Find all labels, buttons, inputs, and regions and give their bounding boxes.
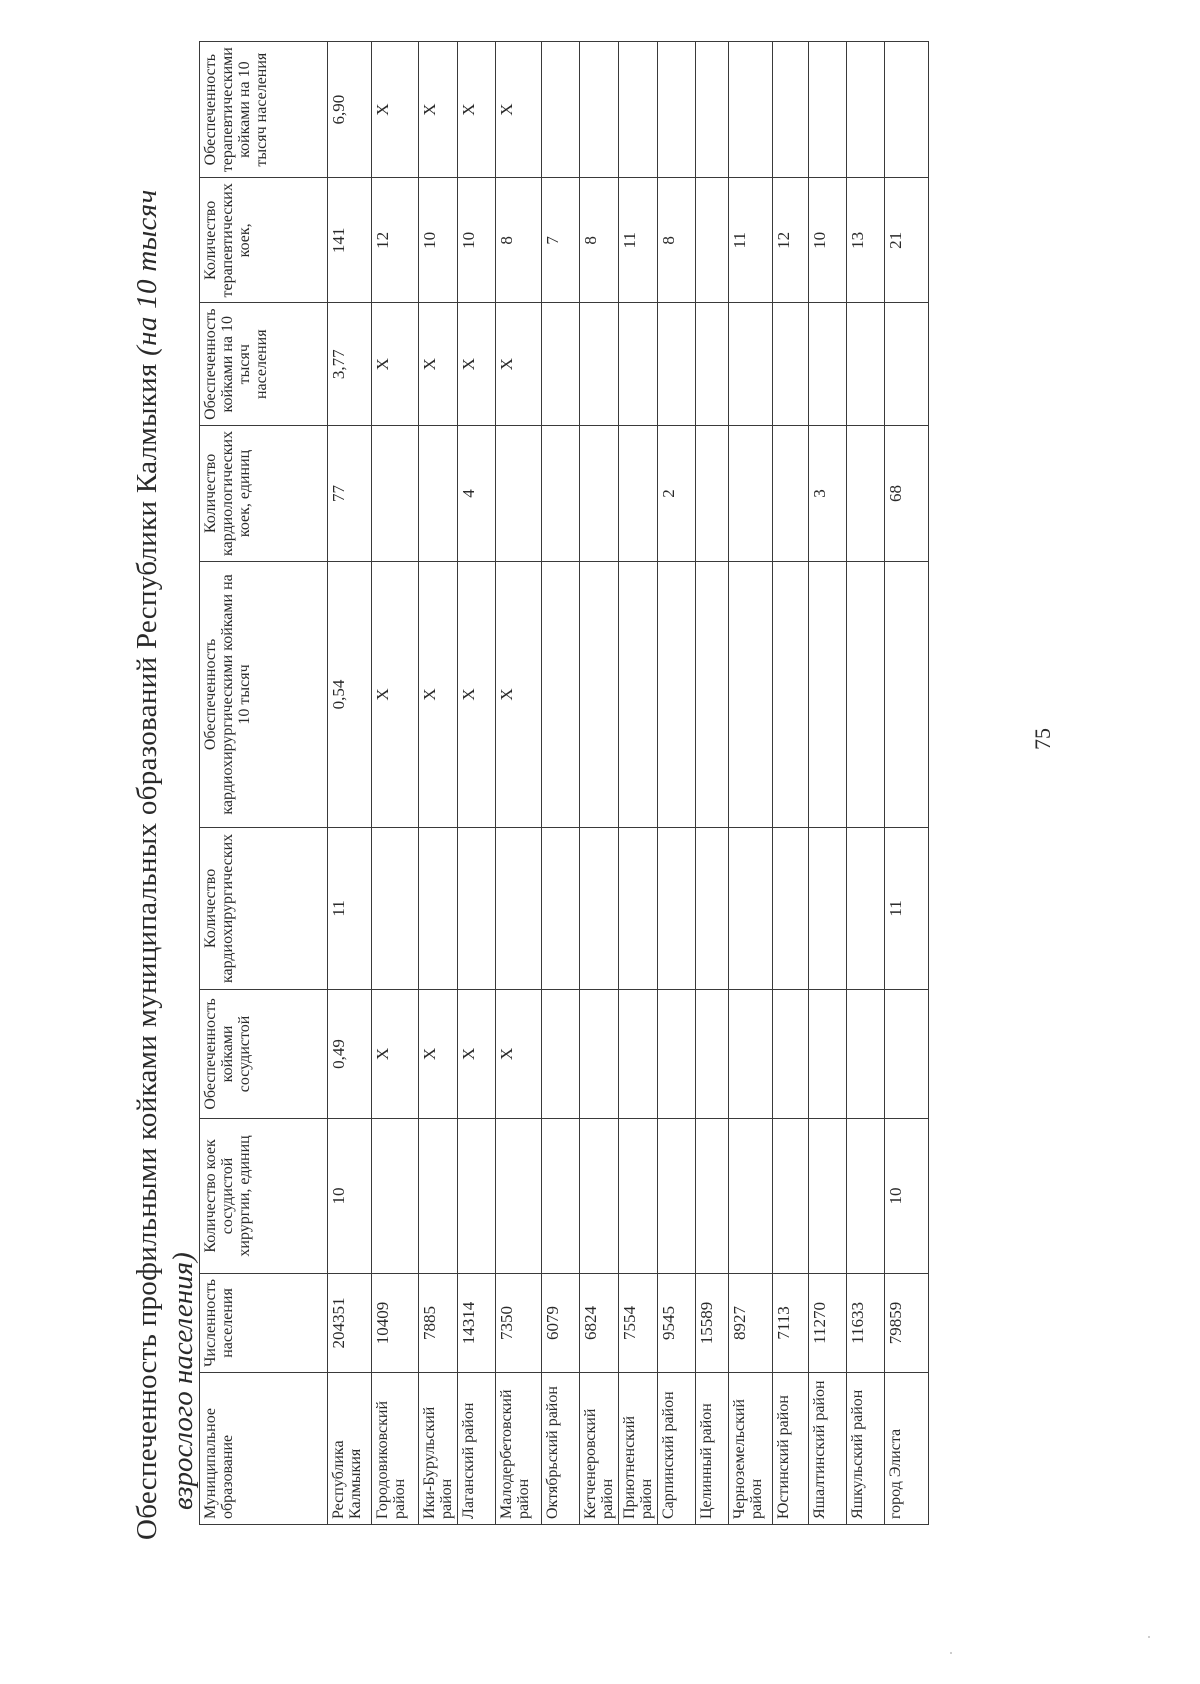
row-vascular-beds xyxy=(809,1118,847,1273)
row-vascular-rate: X xyxy=(372,989,419,1118)
title-main: Обеспеченность профильными койками муниципальных образований Республики Калмыкия xyxy=(131,363,163,1540)
row-therapy-rate: X xyxy=(372,42,419,178)
row-municipality: Городовиковский район xyxy=(372,1373,419,1525)
row-vascular-beds xyxy=(847,1118,885,1273)
row-cardiology-rate xyxy=(696,303,729,425)
row-cardiology-rate xyxy=(542,303,580,425)
row-vascular-beds xyxy=(419,1118,458,1273)
row-cardiosurgery-beds xyxy=(580,827,619,989)
table-header-row xyxy=(200,42,328,1525)
row-population: 11633 xyxy=(847,1273,885,1372)
row-therapy-beds: 7 xyxy=(542,178,580,303)
row-cardiology-beds xyxy=(580,425,619,561)
row-population: 7113 xyxy=(773,1273,809,1372)
row-municipality: Приютненский район xyxy=(619,1373,658,1525)
row-municipality: Лаганский район xyxy=(458,1373,496,1525)
row-population: 9545 xyxy=(658,1273,696,1372)
row-vascular-rate xyxy=(729,989,773,1118)
table-row xyxy=(696,42,729,1525)
header-cardiosurgery-beds: Количество кардиохирургических xyxy=(200,827,328,989)
row-vascular-beds xyxy=(729,1118,773,1273)
row-therapy-rate xyxy=(729,42,773,178)
row-vascular-rate xyxy=(542,989,580,1118)
row-municipality: город Элиста xyxy=(885,1373,929,1525)
row-cardiosurgery-beds xyxy=(809,827,847,989)
row-therapy-rate xyxy=(773,42,809,178)
row-municipality: Ики-Бурульский район xyxy=(419,1373,458,1525)
table-row xyxy=(328,42,372,1525)
page-number: 75 xyxy=(1030,728,1055,750)
row-vascular-rate: 0,49 xyxy=(328,989,372,1118)
row-cardiology-beds: 4 xyxy=(458,425,496,561)
row-vascular-beds xyxy=(542,1118,580,1273)
row-cardiology-rate: X xyxy=(496,303,542,425)
row-cardiology-beds xyxy=(696,425,729,561)
row-therapy-rate xyxy=(619,42,658,178)
row-vascular-beds: 10 xyxy=(885,1118,929,1273)
header-cardiology-beds: Количество кардиологических коек, единиц xyxy=(200,425,328,561)
table-row xyxy=(419,42,458,1525)
row-cardiology-rate xyxy=(847,303,885,425)
row-therapy-rate xyxy=(580,42,619,178)
row-cardiosurgery-rate: X xyxy=(496,561,542,827)
row-cardiology-rate xyxy=(729,303,773,425)
row-vascular-beds xyxy=(773,1118,809,1273)
beds-table xyxy=(199,41,929,1525)
table-row xyxy=(458,42,496,1525)
row-cardiology-rate: 3,77 xyxy=(328,303,372,425)
row-cardiosurgery-rate xyxy=(619,561,658,827)
row-cardiosurgery-rate xyxy=(773,561,809,827)
row-population: 204351 xyxy=(328,1273,372,1372)
page-title xyxy=(130,40,164,1540)
row-vascular-beds xyxy=(458,1118,496,1273)
row-therapy-beds: 11 xyxy=(619,178,658,303)
row-therapy-beds: 21 xyxy=(885,178,929,303)
table-row xyxy=(496,42,542,1525)
row-therapy-rate xyxy=(809,42,847,178)
row-vascular-beds: 10 xyxy=(328,1118,372,1273)
row-cardiosurgery-rate xyxy=(580,561,619,827)
row-therapy-rate: X xyxy=(496,42,542,178)
row-cardiosurgery-beds xyxy=(372,827,419,989)
row-cardiology-rate xyxy=(809,303,847,425)
row-cardiology-beds: 2 xyxy=(658,425,696,561)
row-population: 6079 xyxy=(542,1273,580,1372)
row-vascular-rate: X xyxy=(458,989,496,1118)
table-row xyxy=(773,42,809,1525)
row-cardiosurgery-beds xyxy=(729,827,773,989)
row-municipality: Республика Калмыкия xyxy=(328,1373,372,1525)
row-cardiosurgery-beds xyxy=(496,827,542,989)
row-cardiology-rate: X xyxy=(419,303,458,425)
row-vascular-beds xyxy=(619,1118,658,1273)
row-municipality: Целинный район xyxy=(696,1373,729,1525)
row-population: 79859 xyxy=(885,1273,929,1372)
table-row xyxy=(658,42,696,1525)
row-cardiosurgery-rate: X xyxy=(458,561,496,827)
row-therapy-rate xyxy=(847,42,885,178)
row-cardiology-rate: X xyxy=(372,303,419,425)
row-cardiology-beds xyxy=(419,425,458,561)
row-cardiosurgery-rate xyxy=(542,561,580,827)
row-therapy-beds: 10 xyxy=(419,178,458,303)
row-therapy-rate: 6,90 xyxy=(328,42,372,178)
header-therapy-rate: Обеспеченность терапевтическими койками на 10 тысяч населения xyxy=(200,42,328,178)
row-cardiology-beds xyxy=(542,425,580,561)
row-therapy-rate: X xyxy=(458,42,496,178)
row-cardiosurgery-beds: 11 xyxy=(328,827,372,989)
row-municipality: Яшалтинский район xyxy=(809,1373,847,1525)
row-municipality: Октябрьский район xyxy=(542,1373,580,1525)
row-vascular-rate xyxy=(847,989,885,1118)
scan-speck xyxy=(950,1652,952,1654)
scan-speck xyxy=(1148,1636,1150,1638)
row-cardiosurgery-rate xyxy=(847,561,885,827)
row-cardiosurgery-rate xyxy=(885,561,929,827)
row-population: 10409 xyxy=(372,1273,419,1372)
title-suffix: (на 10 тысяч xyxy=(131,189,163,356)
table-row xyxy=(542,42,580,1525)
row-therapy-beds: 13 xyxy=(847,178,885,303)
row-therapy-rate xyxy=(542,42,580,178)
row-municipality: Малодербетовский район xyxy=(496,1373,542,1525)
row-municipality: Яшкульский район xyxy=(847,1373,885,1525)
row-population: 7350 xyxy=(496,1273,542,1372)
row-vascular-rate xyxy=(809,989,847,1118)
row-therapy-beds: 8 xyxy=(658,178,696,303)
row-cardiosurgery-beds xyxy=(458,827,496,989)
row-cardiosurgery-beds: 11 xyxy=(885,827,929,989)
row-vascular-rate xyxy=(773,989,809,1118)
row-cardiosurgery-rate xyxy=(729,561,773,827)
row-cardiology-beds: 77 xyxy=(328,425,372,561)
row-vascular-rate xyxy=(580,989,619,1118)
row-municipality: Сарпинский район xyxy=(658,1373,696,1525)
header-population: Численность населения xyxy=(200,1273,328,1372)
table-row xyxy=(619,42,658,1525)
row-population: 6824 xyxy=(580,1273,619,1372)
row-cardiology-beds xyxy=(372,425,419,561)
row-population: 14314 xyxy=(458,1273,496,1372)
row-cardiology-rate xyxy=(658,303,696,425)
header-vascular-rate: Обеспеченность койками сосудистой xyxy=(200,989,328,1118)
header-cardiology-rate: Обеспеченность койками на 10 тысяч населения xyxy=(200,303,328,425)
row-therapy-beds: 8 xyxy=(580,178,619,303)
row-cardiosurgery-rate: X xyxy=(419,561,458,827)
row-cardiosurgery-rate: 0,54 xyxy=(328,561,372,827)
row-vascular-rate xyxy=(696,989,729,1118)
row-therapy-beds: 10 xyxy=(809,178,847,303)
row-population: 7554 xyxy=(619,1273,658,1372)
row-vascular-rate: X xyxy=(419,989,458,1118)
row-vascular-beds xyxy=(658,1118,696,1273)
row-therapy-rate: X xyxy=(419,42,458,178)
row-cardiology-rate: X xyxy=(458,303,496,425)
row-population: 11270 xyxy=(809,1273,847,1372)
header-cardiosurgery-rate: Обеспеченность кардиохирургическими койками на 10 тысяч xyxy=(200,561,328,827)
row-cardiosurgery-rate xyxy=(658,561,696,827)
row-cardiosurgery-rate: X xyxy=(372,561,419,827)
row-therapy-rate xyxy=(658,42,696,178)
row-vascular-rate xyxy=(885,989,929,1118)
row-cardiosurgery-beds xyxy=(619,827,658,989)
row-cardiosurgery-beds xyxy=(773,827,809,989)
row-population: 15589 xyxy=(696,1273,729,1372)
table-row xyxy=(847,42,885,1525)
table-row xyxy=(809,42,847,1525)
table-row xyxy=(580,42,619,1525)
row-therapy-rate xyxy=(885,42,929,178)
row-therapy-rate xyxy=(696,42,729,178)
row-municipality: Черноземельский район xyxy=(729,1373,773,1525)
row-cardiology-beds: 68 xyxy=(885,425,929,561)
table-body xyxy=(328,42,929,1525)
row-vascular-rate xyxy=(658,989,696,1118)
row-cardiosurgery-beds xyxy=(696,827,729,989)
row-therapy-beds: 8 xyxy=(496,178,542,303)
header-vascular-beds: Количество коек сосудистой хирургии, единиц xyxy=(200,1118,328,1273)
header-therapy-beds: Количество терапевтических коек, xyxy=(200,178,328,303)
row-vascular-rate xyxy=(619,989,658,1118)
row-therapy-beds: 12 xyxy=(372,178,419,303)
row-therapy-beds: 10 xyxy=(458,178,496,303)
row-cardiology-beds: 3 xyxy=(809,425,847,561)
row-cardiosurgery-rate xyxy=(809,561,847,827)
row-cardiology-beds xyxy=(729,425,773,561)
row-cardiosurgery-beds xyxy=(847,827,885,989)
row-population: 8927 xyxy=(729,1273,773,1372)
row-cardiology-beds xyxy=(773,425,809,561)
row-cardiosurgery-beds xyxy=(419,827,458,989)
row-vascular-rate: X xyxy=(496,989,542,1118)
row-cardiology-beds xyxy=(496,425,542,561)
row-cardiosurgery-rate xyxy=(696,561,729,827)
table-row xyxy=(885,42,929,1525)
table-row xyxy=(372,42,419,1525)
row-cardiology-rate xyxy=(885,303,929,425)
row-vascular-beds xyxy=(496,1118,542,1273)
row-therapy-beds: 11 xyxy=(729,178,773,303)
row-therapy-beds xyxy=(696,178,729,303)
row-cardiology-beds xyxy=(619,425,658,561)
row-municipality: Юстинский район xyxy=(773,1373,809,1525)
row-cardiology-rate xyxy=(773,303,809,425)
row-municipality: Кетченеровский район xyxy=(580,1373,619,1525)
row-therapy-beds: 141 xyxy=(328,178,372,303)
row-population: 7885 xyxy=(419,1273,458,1372)
row-vascular-beds xyxy=(696,1118,729,1273)
row-vascular-beds xyxy=(372,1118,419,1273)
row-cardiosurgery-beds xyxy=(542,827,580,989)
row-cardiology-rate xyxy=(580,303,619,425)
row-vascular-beds xyxy=(580,1118,619,1273)
header-municipality: Муниципальное образование xyxy=(200,1373,328,1525)
row-cardiology-rate xyxy=(619,303,658,425)
page-subtitle: взрослого населения) xyxy=(167,1252,199,1510)
row-cardiology-beds xyxy=(847,425,885,561)
row-cardiosurgery-beds xyxy=(658,827,696,989)
row-therapy-beds: 12 xyxy=(773,178,809,303)
table-row xyxy=(729,42,773,1525)
